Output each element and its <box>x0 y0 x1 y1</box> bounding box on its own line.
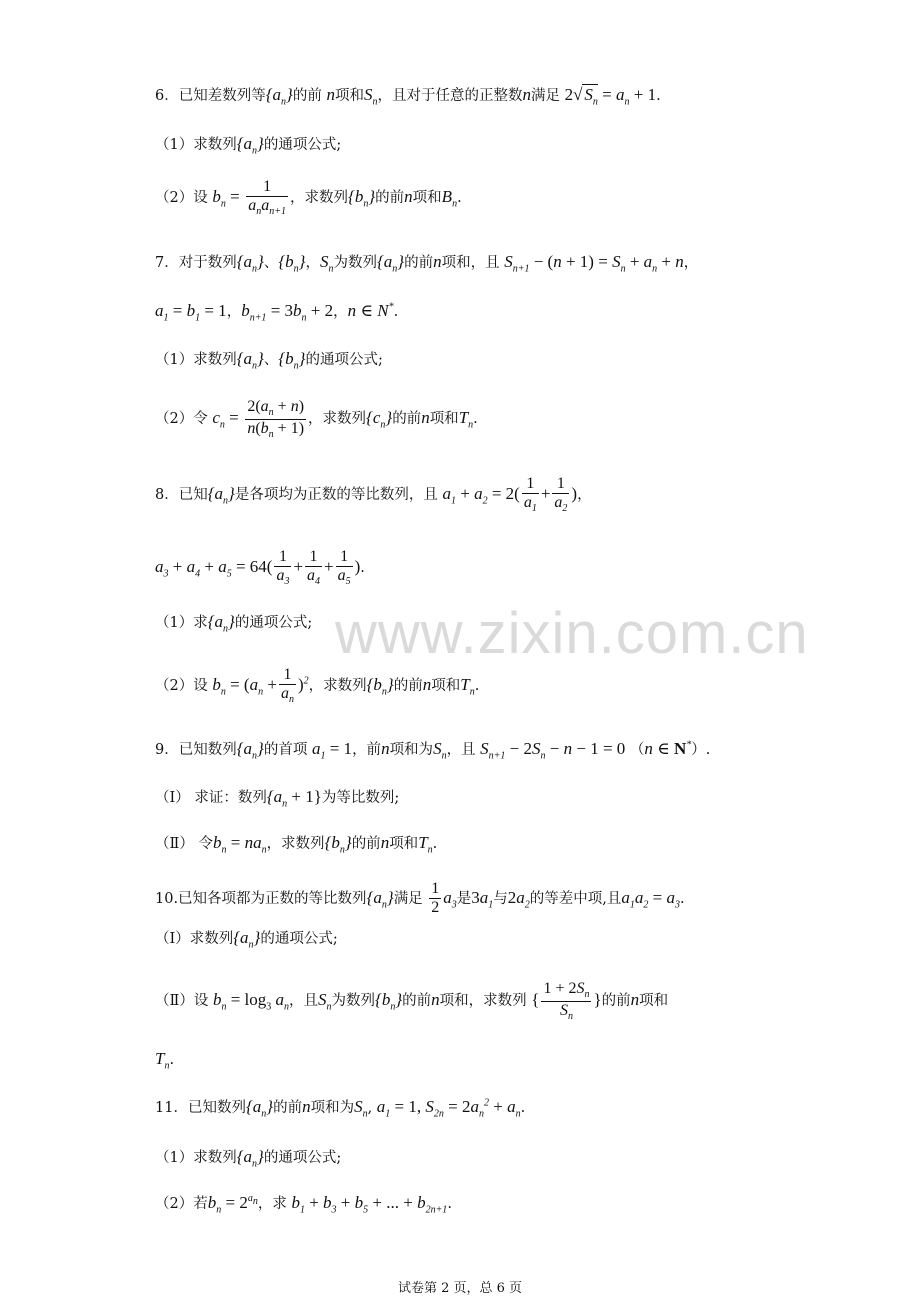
problem-9-q2: （Ⅱ） 令$b_n = na_n$，求数列$\{b_n\}$的前n项和$T_n$. <box>155 833 438 856</box>
problem-6-q1: （1）求数列$\{a_n\}$的通项公式; <box>155 134 342 157</box>
problem-7-q1: （1）求数列$\{a_n\}$、$\{b_n\}$的通项公式; <box>155 349 383 372</box>
problem-7-q2: （2）令 $c_n$ = $\frac{2(a_n + n)}{n(b_n + 1)}$ ，求数列$\{c_n\}$的前n项和$T_n$. <box>155 398 478 440</box>
problem-7-stem: 7．对于数列$\{a_n\}$、$\{b_n\}$，$S_n$为数列$\{a_n\}$的前n项和，且 $S_{n+1} - (n + 1) = S_n + a_n + n$， <box>155 252 699 275</box>
problem-11-stem: 11．已知数列$\{a_n\}$的前n项和为$S_n$, $a_1 = 1$, $S_{2n} = 2a_n^2 + a_n$. <box>155 1097 526 1120</box>
problem-6-stem: 6．已知差数列等$\{a_n\}$的前 n项和$S_n$，且对于任意的正整数n满足 2√ $S_n = a_n + 1$. <box>155 85 661 108</box>
problem-6-q2: （2）设 $b_n$ = $\frac{1}{a_na_{n+1}}$ ，求数列$\{b_n\}$的前n项和$B_n$. <box>155 178 462 218</box>
problem-8-q2: （2）设 $b_n = (a_n$ + $\frac{1}{a_n}$ )$^2$，求数列$\{b_n\}$的前n项和$T_n$. <box>155 666 480 706</box>
page-footer: 试卷第 2 页，总 6 页 <box>397 1281 523 1296</box>
problem-8-given: $a_3 + a_4 + a_5 = 64$( $\frac{1}{a_3}$ + $\frac{1}{a_4}$ + $\frac{1}{a_5}$ ). <box>155 548 365 588</box>
problem-8-stem: 8．已知$\{a_n\}$是各项均为正数的等比数列，且 $a_1 + a_2 = 2$( $\frac{1}{a_1}$ + $\frac{1}{a_2}$ )， <box>155 475 592 515</box>
problem-11-q2: （2）若$b_n = 2^{a_n}$，求 $b_1 + b_3 + b_5$ + ... + $b_{2n+1}$. <box>155 1193 452 1216</box>
problem-9-stem: 9．已知数列$\{a_n\}$的首项 $a_1 = 1$，前n项和为$S_n$，且 $S_{n+1} - 2S_n - n - 1 = 0$ （n ∈ N*）. <box>155 739 711 762</box>
problem-10-stem: 10.已知各项都为正数的等比数列$\{a_n\}$满足 $\frac{1}{2}$ $a_3$是$3a_1$与$2a_2$的等差中项,且$a_1a_2 = a_3$. <box>155 880 685 917</box>
problem-10-q1: （Ⅰ）求数列$\{a_n\}$的通项公式; <box>155 928 338 951</box>
problem-10-q2: （Ⅱ）设 $b_n = \log_3 a_n$，且$S_n$为数列$\{b_n\}$的前n项和，求数列 { $\frac{1 + 2S_n}{S_n}$ }的前n项和 <box>155 980 669 1022</box>
problem-9-q1: （Ⅰ） 求证：数列$\{a_n + 1\}$为等比数列; <box>155 787 400 810</box>
problem-11-q1: （1）求数列$\{a_n\}$的通项公式; <box>155 1147 342 1170</box>
problem-8-q1: （1）求$\{a_n\}$的通项公式; <box>155 612 313 635</box>
watermark: www.zixin.com.cn <box>335 601 809 666</box>
problem-10-q2-cont: $T_n$. <box>155 1049 175 1072</box>
problem-7-given: $a_1 = b_1 = 1$，$b_{n+1} = 3b_n + 2$，n ∈ N*. <box>155 301 399 324</box>
